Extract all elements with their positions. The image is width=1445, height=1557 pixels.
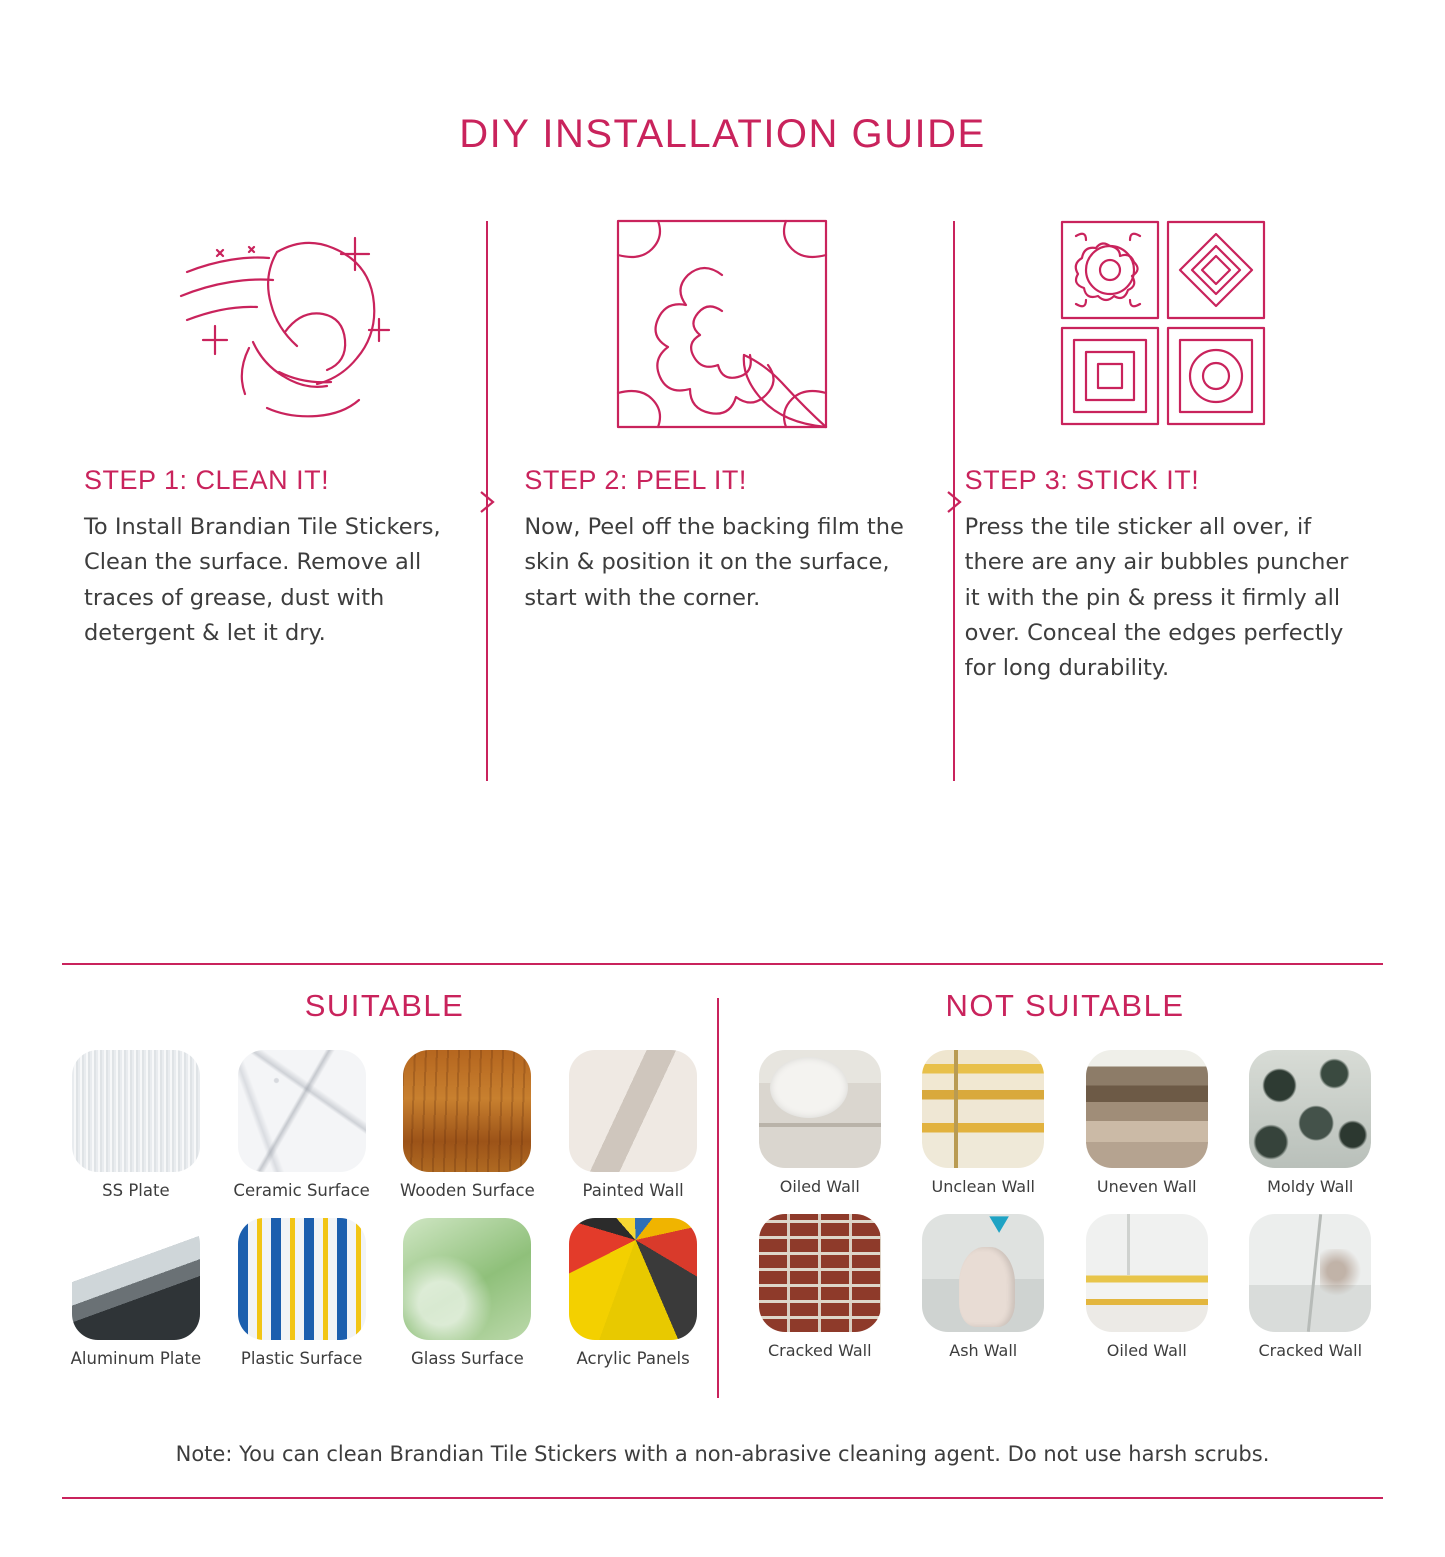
not-suitable-item-label: Unclean Wall [931, 1177, 1035, 1196]
step-2 [502, 209, 942, 687]
step-2-title: STEP 2: PEEL IT! [524, 465, 747, 495]
suitability-section [62, 988, 1383, 1378]
stick-it-illustration [965, 209, 1361, 439]
peel-backing-film-icon [612, 215, 832, 433]
suitable-item [228, 1218, 376, 1378]
not-suitable-item-label: Moldy Wall [1267, 1177, 1354, 1196]
chevron-right-icon [940, 489, 966, 515]
step-3-title: STEP 3: STICK IT! [964, 465, 1200, 495]
clean-it-illustration [84, 209, 480, 439]
painted-wall-swatch [569, 1050, 697, 1172]
suitable-item-label: SS Plate [102, 1181, 170, 1200]
four-tiles-stick-icon [1058, 218, 1268, 430]
step-divider-2 [953, 221, 955, 781]
suitable-item [228, 1050, 376, 1210]
not-suitable-item [1238, 1214, 1384, 1370]
not-suitable-item-label: Uneven Wall [1096, 1177, 1197, 1196]
step-divider-1 [486, 221, 488, 781]
not-suitable-column [717, 988, 1383, 1378]
suitable-item [62, 1050, 210, 1210]
not-suitable-item-label: Ash Wall [949, 1341, 1018, 1360]
step-3-body: Press the tile sticker all over, if there are any air bubbles puncher it with the pin & press it firmly all over. Conceal the edges perfectly for long durability. [964, 514, 1349, 682]
ceramic-surface-swatch [238, 1050, 366, 1172]
page-title: DIY INSTALLATION GUIDE [459, 112, 986, 156]
unclean-wall-swatch [922, 1050, 1044, 1168]
suitable-column [62, 988, 717, 1378]
not-suitable-item [911, 1050, 1057, 1206]
not-suitable-item-label: Oiled Wall [1106, 1341, 1187, 1360]
not-suitable-heading: NOT SUITABLE [945, 988, 1185, 1023]
suitable-heading: SUITABLE [304, 988, 465, 1023]
uneven-wall-swatch [1086, 1050, 1208, 1168]
suitable-item [559, 1218, 707, 1378]
aluminum-plate-swatch [72, 1218, 200, 1340]
suitable-item-label: Plastic Surface [240, 1349, 363, 1368]
hand-sponge-cleaning-icon [157, 212, 407, 437]
step-3 [943, 209, 1383, 687]
not-suitable-item [1074, 1050, 1220, 1206]
cleaning-note: Note: You can clean Brandian Tile Stickers with a non-abrasive cleaning agent. Do not use harsh scrubs. [175, 1442, 1270, 1466]
wooden-surface-swatch [403, 1050, 531, 1172]
oiled-wall-swatch-2 [1086, 1214, 1208, 1332]
not-suitable-item-label: Cracked Wall [767, 1341, 872, 1360]
peel-it-illustration [524, 209, 920, 439]
step-1 [62, 209, 502, 687]
section-divider-bottom [62, 1497, 1383, 1499]
chevron-right-icon [473, 489, 499, 515]
ash-wall-swatch [922, 1214, 1044, 1332]
plastic-surface-swatch [238, 1218, 366, 1340]
suitable-item-label: Acrylic Panels [576, 1349, 690, 1368]
steps-section [0, 209, 1445, 687]
suitable-item [62, 1218, 210, 1378]
step-1-body: To Install Brandian Tile Stickers, Clean the surface. Remove all traces of grease, dust with detergent & let it dry. [84, 514, 441, 646]
not-suitable-item [747, 1214, 893, 1370]
ss-plate-swatch [72, 1050, 200, 1172]
glass-surface-swatch [403, 1218, 531, 1340]
not-suitable-item-label: Cracked Wall [1258, 1341, 1363, 1360]
suitable-item [559, 1050, 707, 1210]
suitable-item-label: Wooden Surface [400, 1181, 535, 1200]
suitable-item-label: Aluminum Plate [70, 1349, 202, 1368]
suitable-item [394, 1218, 542, 1378]
suitable-item-label: Glass Surface [410, 1349, 524, 1368]
not-suitable-grid [747, 1050, 1383, 1370]
acrylic-panels-swatch [569, 1218, 697, 1340]
cracked-wall-swatch [759, 1214, 881, 1332]
suitable-grid [62, 1050, 707, 1378]
cracked-wall-swatch-2 [1249, 1214, 1371, 1332]
suitable-item-label: Ceramic Surface [233, 1181, 370, 1200]
step-2-body: Now, Peel off the backing film the skin & position it on the surface, start with the corner. [524, 514, 904, 611]
oiled-wall-swatch [759, 1050, 881, 1168]
section-divider-top [62, 963, 1383, 965]
not-suitable-item [747, 1050, 893, 1206]
not-suitable-item [911, 1214, 1057, 1370]
step-1-title: STEP 1: CLEAN IT! [84, 465, 330, 495]
suitable-item-label: Painted Wall [582, 1181, 684, 1200]
not-suitable-item [1074, 1214, 1220, 1370]
moldy-wall-swatch [1249, 1050, 1371, 1168]
suitable-item [394, 1050, 542, 1210]
installation-guide-page [0, 112, 1445, 1557]
not-suitable-item [1238, 1050, 1384, 1206]
not-suitable-item-label: Oiled Wall [779, 1177, 860, 1196]
